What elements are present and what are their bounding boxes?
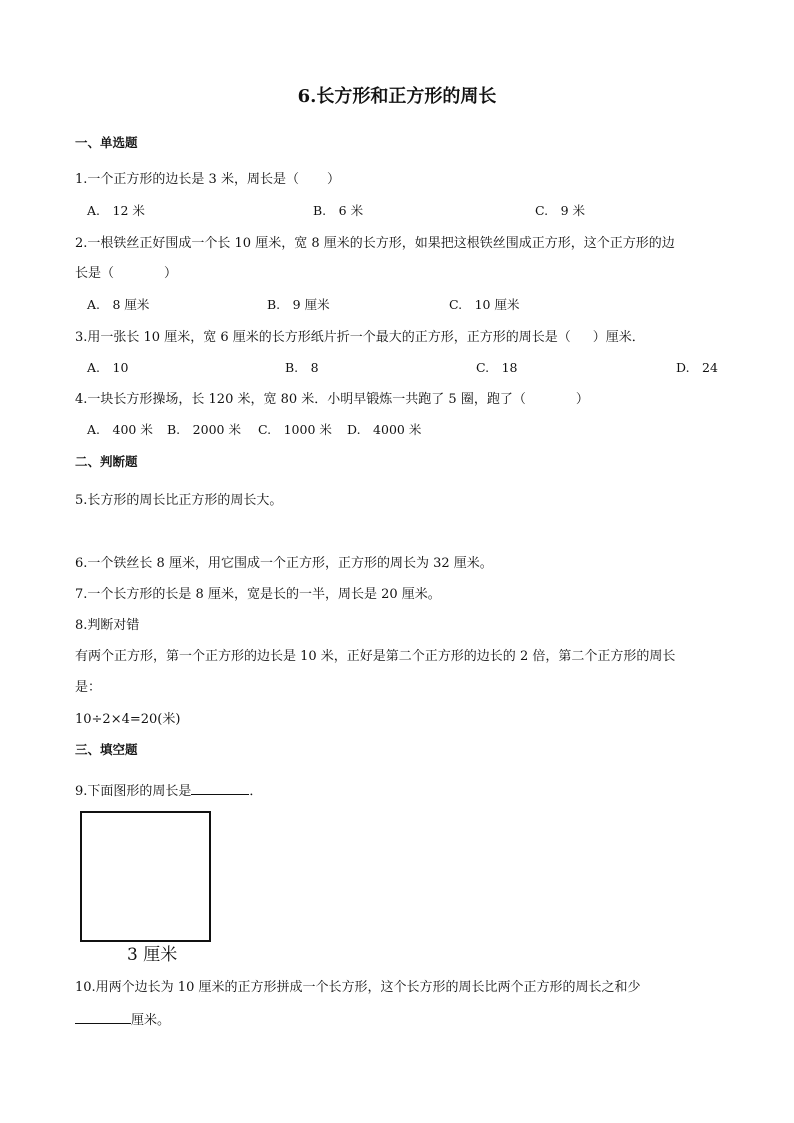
q3-option-a[interactable]: A. 10	[87, 360, 129, 375]
question-10-line1: 10.用两个边长为 10 厘米的正方形拼成一个长方形，这个长方形的周长比两个正方形的周长之和少	[75, 980, 641, 995]
question-2-text: 长是（	[75, 266, 115, 281]
page-title: 6.长方形和正方形的周长	[297, 86, 497, 107]
question-9	[75, 783, 262, 798]
section-heading-true-false: 二、判断题	[75, 454, 138, 469]
answer-blank[interactable]	[75, 1012, 131, 1024]
question-8-formula: 10÷2×4=20(米)	[75, 712, 181, 727]
q3-option-d[interactable]: D. 24	[676, 360, 718, 375]
question-1	[75, 173, 340, 186]
question-10-line2	[75, 1012, 170, 1027]
question-10-tail: 厘米。	[131, 1013, 171, 1028]
question-3	[75, 331, 645, 344]
q3-option-b[interactable]: B. 8	[285, 360, 319, 375]
question-1-text: 1.一个正方形的边长是 3 米，周长是（	[75, 172, 299, 187]
square-figure	[80, 811, 211, 942]
section-heading-single-choice: 一、单选题	[75, 135, 138, 150]
q2-option-c[interactable]: C. 10 厘米	[449, 297, 520, 312]
question-4-close: ）	[575, 392, 589, 407]
answer-blank[interactable]	[191, 783, 249, 795]
question-8-line1: 8.判断对错	[75, 618, 140, 633]
q3-option-c[interactable]: C. 18	[476, 360, 518, 375]
question-2-close: ）	[164, 266, 178, 281]
q4-option-a[interactable]: A. 400 米	[87, 422, 153, 437]
q1-option-c[interactable]: C. 9 米	[535, 203, 586, 218]
question-3-close: ）厘米．	[592, 330, 645, 345]
square-side-label: 3 厘米	[127, 945, 178, 965]
question-6: 6.一个铁丝长 8 厘米，用它围成一个正方形，正方形的周长为 32 厘米。	[75, 556, 493, 571]
question-1-close: ）	[326, 172, 340, 187]
question-8-line3: 是：	[75, 680, 102, 695]
question-5: 5.长方形的周长比正方形的周长大。	[75, 493, 283, 508]
question-9-tail: ．	[249, 784, 263, 799]
q4-option-d[interactable]: D. 4000 米	[347, 422, 422, 437]
question-3-text: 3.用一张长 10 厘米，宽 6 厘米的长方形纸片折一个最大的正方形，正方形的周长是（	[75, 330, 571, 345]
q4-option-b[interactable]: B. 2000 米	[167, 422, 241, 437]
question-4	[75, 393, 589, 406]
question-7: 7.一个长方形的长是 8 厘米，宽是长的一半，周长是 20 厘米。	[75, 587, 441, 602]
q4-option-c[interactable]: C. 1000 米	[258, 422, 332, 437]
question-8-line2: 有两个正方形，第一个正方形的边长是 10 米，正好是第二个正方形的边长的 2 倍，第二个正方形的周长	[75, 649, 676, 664]
q2-option-a[interactable]: A. 8 厘米	[87, 297, 150, 312]
question-9-text: 9.下面图形的周长是	[75, 784, 192, 799]
section-heading-fill-blank: 三、填空题	[75, 742, 138, 757]
q2-option-b[interactable]: B. 9 厘米	[267, 297, 330, 312]
question-2-line1: 2.一根铁丝正好围成一个长 10 厘米，宽 8 厘米的长方形，如果把这根铁丝围成正方形，这个正方形的边	[75, 236, 675, 251]
question-4-text: 4.一块长方形操场，长 120 米，宽 80 米．小明早锻炼一共跑了 5 圈，跑了（	[75, 392, 526, 407]
question-2-line2	[75, 267, 177, 280]
q1-option-b[interactable]: B. 6 米	[313, 203, 364, 218]
q1-option-a[interactable]: A. 12 米	[87, 203, 145, 218]
